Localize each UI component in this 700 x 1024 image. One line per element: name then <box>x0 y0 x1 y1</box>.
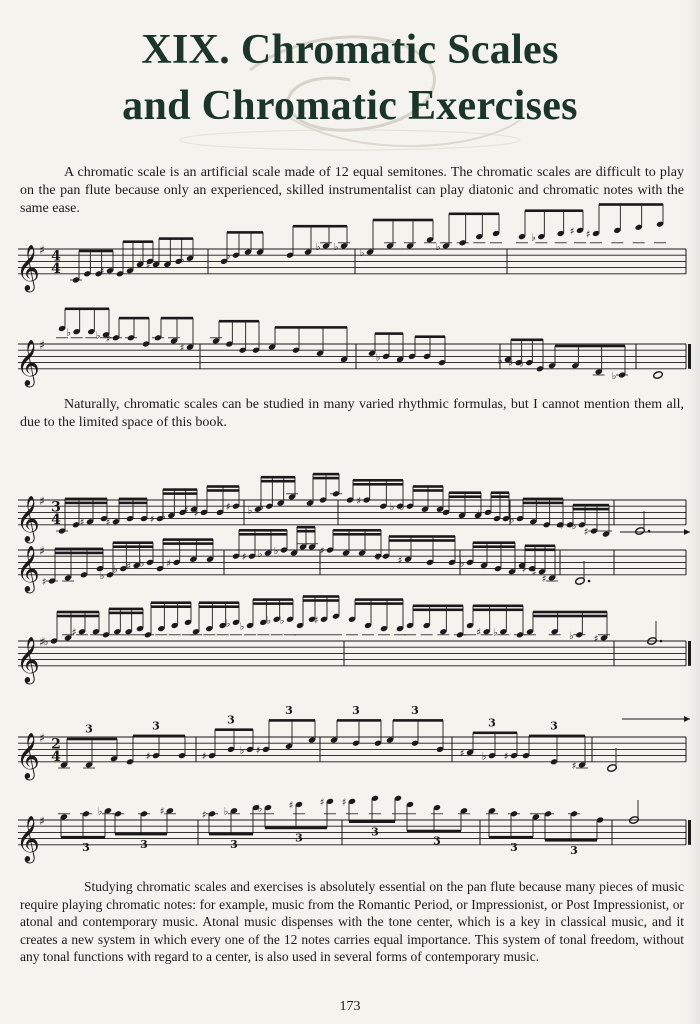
accidental-icon: ♯ <box>288 800 294 812</box>
beam <box>415 335 445 338</box>
beam <box>261 476 295 479</box>
accidental-icon: ♯ <box>255 745 261 757</box>
accidental-icon: ♭ <box>139 257 145 269</box>
beam <box>79 250 113 253</box>
accidental-icon: ♯ <box>145 751 151 763</box>
beam <box>227 231 263 234</box>
beam <box>489 836 533 839</box>
accidental-icon: ♭ <box>139 558 145 570</box>
triplet-marker: 3 <box>227 713 235 727</box>
beam <box>151 601 191 604</box>
beam <box>533 615 607 618</box>
accidental-icon: ♭ <box>518 358 524 370</box>
accidental-icon: ♭ <box>530 232 536 244</box>
triplet-marker: 3 <box>510 840 518 854</box>
accidental-icon: ♯ <box>583 527 589 538</box>
beam <box>413 489 443 492</box>
beam <box>269 719 315 722</box>
accidental-icon: ♯ <box>166 558 172 570</box>
treble-clef-icon: 𝄞 <box>16 339 40 386</box>
triplet-marker: 3 <box>371 825 379 839</box>
triplet-marker: 3 <box>411 704 419 718</box>
accidental-icon: ♭ <box>258 502 264 514</box>
accidental-icon: ♯ <box>319 797 325 809</box>
accidental-icon: ♭ <box>435 241 441 253</box>
title-line-1: XIX. Chromatic Scales <box>141 27 559 73</box>
accidental-icon: ♭ <box>477 508 483 520</box>
beam <box>123 240 153 243</box>
accidental-icon: ♯ <box>503 751 509 763</box>
beam <box>529 735 585 738</box>
beam <box>355 598 403 601</box>
beam <box>353 479 403 482</box>
accidental-icon: ♭ <box>359 248 365 260</box>
accidental-icon: ♯ <box>508 358 514 370</box>
accidental-icon: ♯ <box>105 517 111 529</box>
intro-paragraph: A chromatic scale is an artificial scale made of 12 equal semitones. The chromatic scales are difficult to play on the pan flute because only an experienced, skilled instrumentalist can play diatonic and chromatic notes with the same ease. <box>20 165 684 216</box>
accidental-icon: ♭ <box>223 806 229 818</box>
accidental-icon: ♯ <box>179 343 185 355</box>
beam <box>389 539 455 542</box>
beam <box>333 533 381 536</box>
beam <box>333 529 381 532</box>
beam <box>449 491 481 494</box>
beam <box>113 545 153 548</box>
time-signature-top: 3 <box>51 499 61 516</box>
rhythm-paragraph: Naturally, chromatic scales can be studied in many varied rhythmic formulas, but I cannot mention them all, due to the limited space of this book. <box>20 397 684 430</box>
accidental-icon: ♭ <box>160 511 166 523</box>
beam <box>115 833 167 836</box>
beam <box>449 495 481 498</box>
time-signature-bottom: 4 <box>51 511 61 528</box>
beam <box>113 541 153 544</box>
key-signature-sharp: ♯ <box>39 635 45 649</box>
page-binding-shadow <box>686 0 700 1024</box>
key-signature-sharp: ♯ <box>39 338 45 352</box>
beam <box>199 605 239 608</box>
triplet-marker: 3 <box>230 837 238 851</box>
beam <box>261 480 295 483</box>
beam <box>163 488 197 491</box>
triplet-marker: 3 <box>152 719 160 733</box>
triplet-marker: 3 <box>85 722 93 736</box>
beam <box>109 608 143 611</box>
accidental-icon: ♭ <box>112 564 118 576</box>
accidental-icon: ♭ <box>97 806 103 818</box>
accidental-icon: ♭ <box>247 505 253 517</box>
accidental-icon: ♭ <box>492 627 498 639</box>
beam <box>297 526 315 529</box>
beam <box>293 225 347 228</box>
page-number: 173 <box>339 999 361 1014</box>
beam <box>239 533 287 536</box>
accidental-icon: ♭ <box>389 502 395 514</box>
treble-clef-icon: 𝄞 <box>16 545 40 592</box>
accidental-icon: ♯ <box>241 552 247 564</box>
key-signature-sharp: ♯ <box>39 243 45 257</box>
beam <box>545 839 597 842</box>
dot <box>588 580 591 583</box>
title-line-2: and Chromatic Exercises <box>122 83 578 129</box>
triplet-marker: 3 <box>570 844 578 857</box>
beam <box>313 473 339 476</box>
accidental-icon: ♭ <box>179 254 185 266</box>
beam <box>491 491 509 494</box>
accidental-icon: ♯ <box>459 748 465 760</box>
beam <box>163 542 213 545</box>
accidental-icon: ♯ <box>193 508 199 520</box>
triplet-marker: 3 <box>285 704 293 718</box>
accidental-icon: ♯ <box>71 627 77 639</box>
treble-clef-icon: 𝄞 <box>16 495 40 542</box>
key-signature-sharp: ♯ <box>39 731 45 745</box>
beam <box>61 836 105 839</box>
accidental-icon: ♯ <box>201 809 207 821</box>
accidental-icon: ♭ <box>399 502 405 514</box>
key-signature-sharp: ♯ <box>39 544 45 558</box>
beam <box>65 498 107 501</box>
beam <box>55 548 103 551</box>
beam <box>525 549 555 552</box>
beam <box>491 495 509 498</box>
dot <box>660 640 663 643</box>
accidental-icon: ♭ <box>257 549 263 561</box>
accidental-icon: ♭ <box>266 615 272 627</box>
beam <box>215 728 253 731</box>
accidental-icon: ♯ <box>313 615 319 627</box>
triplet-marker: 3 <box>352 704 360 718</box>
beam <box>349 820 395 823</box>
beam <box>389 535 455 538</box>
accidental-icon: ♭ <box>239 621 245 633</box>
accidental-icon: ♭ <box>571 520 577 532</box>
time-signature-bottom: 4 <box>51 260 61 277</box>
accidental-icon: ♯ <box>569 226 575 238</box>
beam <box>207 489 239 492</box>
beam <box>523 498 563 501</box>
beam <box>375 332 403 335</box>
accidental-icon: ♯ <box>159 806 165 818</box>
accidental-icon: ♭ <box>509 514 515 526</box>
beam <box>163 538 213 541</box>
accidental-icon: ♯ <box>319 546 325 557</box>
beam <box>297 530 315 533</box>
time-signature-top: 2 <box>51 736 61 753</box>
accidental-icon: ♭ <box>257 803 263 815</box>
triplet-marker: 3 <box>550 719 558 733</box>
beam <box>599 203 663 206</box>
beam <box>57 615 99 618</box>
beam <box>393 719 443 722</box>
beam <box>573 508 609 511</box>
closing-paragraph: Studying chromatic scales and exercises is absolutely essential on the pan flute because many pieces of music require playing chromatic notes: for example, music from the Romantic Period, or Impressionist, or Post Impressionist, or atonal and contemporary music. Atonal music dispenses with the tone center, which is a key in classical music, and it creates a new system in which every one of the 12 notes carries equal importance. This system of tonal freedom, without any tonal functions with regard to a center, is also used in several forms of contemporary music. <box>20 879 684 964</box>
beam <box>473 541 515 544</box>
accidental-icon: ♯ <box>99 266 105 278</box>
beam <box>533 611 607 614</box>
beam <box>219 320 259 323</box>
triplet-marker: 3 <box>82 840 90 854</box>
beam <box>303 595 339 598</box>
beam <box>253 598 293 601</box>
beam <box>473 609 523 612</box>
accidental-icon: ♭ <box>239 745 245 757</box>
accidental-icon: ♭ <box>273 546 279 557</box>
beam <box>253 602 293 605</box>
accidental-icon: ♭ <box>95 330 101 342</box>
treble-clef-icon: 𝄞 <box>16 732 40 779</box>
accidental-icon: ♭ <box>333 241 339 253</box>
accidental-icon: ♯ <box>585 229 591 241</box>
accidental-icon: ♭ <box>66 327 72 339</box>
accidental-icon: ♭ <box>279 615 285 627</box>
beam <box>133 735 185 738</box>
accidental-icon: ♭ <box>225 251 231 263</box>
beam <box>303 599 339 602</box>
beam <box>407 830 461 833</box>
accidental-icon: ♯ <box>356 496 362 507</box>
beam <box>473 545 515 548</box>
beam <box>525 209 583 212</box>
treble-clef-icon: 𝄞 <box>16 244 40 291</box>
key-signature-sharp: ♯ <box>39 494 45 508</box>
accidental-icon: ♭ <box>611 371 617 382</box>
accidental-icon: ♯ <box>183 505 189 517</box>
accidental-icon: ♭ <box>481 751 487 763</box>
beam <box>109 612 143 615</box>
beam <box>239 529 287 532</box>
beam <box>55 552 103 555</box>
key-signature-sharp: ♯ <box>39 814 45 828</box>
accidental-icon: ♭ <box>375 552 381 564</box>
accidental-icon: ♭ <box>459 558 465 570</box>
treble-clef-icon: 𝄞 <box>16 815 40 862</box>
beam <box>151 605 191 608</box>
accidental-icon: ♭ <box>99 570 105 582</box>
accidental-icon: ♭ <box>497 355 503 367</box>
beam <box>337 719 381 722</box>
beam <box>65 502 107 505</box>
half-note-head <box>653 371 664 380</box>
beam <box>355 602 403 605</box>
beam <box>473 605 523 608</box>
accidental-icon: ♯ <box>149 514 155 526</box>
accidental-icon: ♭ <box>315 241 321 253</box>
beam <box>161 317 193 320</box>
beam <box>473 732 517 735</box>
triplet-marker: 3 <box>140 837 148 851</box>
accidental-icon: ♯ <box>341 797 347 809</box>
accidental-icon: ♯ <box>79 517 85 529</box>
accidental-icon: ♭ <box>375 352 381 364</box>
accidental-icon: ♭ <box>568 630 574 642</box>
accidental-icon: ♭ <box>225 618 231 630</box>
beam <box>199 601 239 604</box>
accidental-icon: ♯ <box>126 561 132 573</box>
beam <box>65 308 109 311</box>
beam <box>373 219 433 222</box>
beam <box>511 339 543 342</box>
beam <box>449 213 499 216</box>
beam <box>119 498 147 501</box>
beam <box>119 502 147 505</box>
accidental-icon: ♯ <box>476 627 482 639</box>
beam <box>67 738 117 741</box>
triplet-marker: 3 <box>488 716 496 730</box>
beam <box>207 485 239 488</box>
beam <box>413 485 443 488</box>
beam <box>163 492 197 495</box>
accidental-icon: ♯ <box>559 520 565 532</box>
triplet-marker: 3 <box>295 831 303 845</box>
accidental-icon: ♯ <box>531 567 537 579</box>
accidental-icon: ♭ <box>43 637 49 648</box>
treble-clef-icon: 𝄞 <box>16 636 40 683</box>
beam <box>353 483 403 486</box>
beam <box>265 827 327 830</box>
beam <box>523 502 563 505</box>
accidental-icon: ♯ <box>521 564 527 576</box>
accidental-icon: ♯ <box>225 502 231 514</box>
accidental-icon: ♯ <box>593 633 599 645</box>
beam <box>573 504 609 507</box>
accidental-icon: ♯ <box>145 260 151 272</box>
accidental-icon: ♯ <box>541 573 547 585</box>
beam <box>313 477 339 480</box>
accidental-icon: ♯ <box>397 555 403 567</box>
accidental-icon: ♯ <box>105 333 111 345</box>
beam <box>525 545 555 548</box>
beam <box>275 326 347 329</box>
beam <box>159 237 193 240</box>
time-signature-bottom: 4 <box>51 748 61 765</box>
triplet-marker: 3 <box>433 834 441 848</box>
beam <box>555 345 625 348</box>
beam <box>119 317 149 320</box>
beam <box>57 611 99 614</box>
time-signature-top: 4 <box>51 248 61 265</box>
beam <box>413 605 463 608</box>
beam <box>209 833 253 836</box>
beam <box>413 609 463 612</box>
accidental-icon: ♯ <box>41 577 47 588</box>
accidental-icon: ♯ <box>571 760 577 772</box>
accidental-icon: ♯ <box>201 751 207 763</box>
